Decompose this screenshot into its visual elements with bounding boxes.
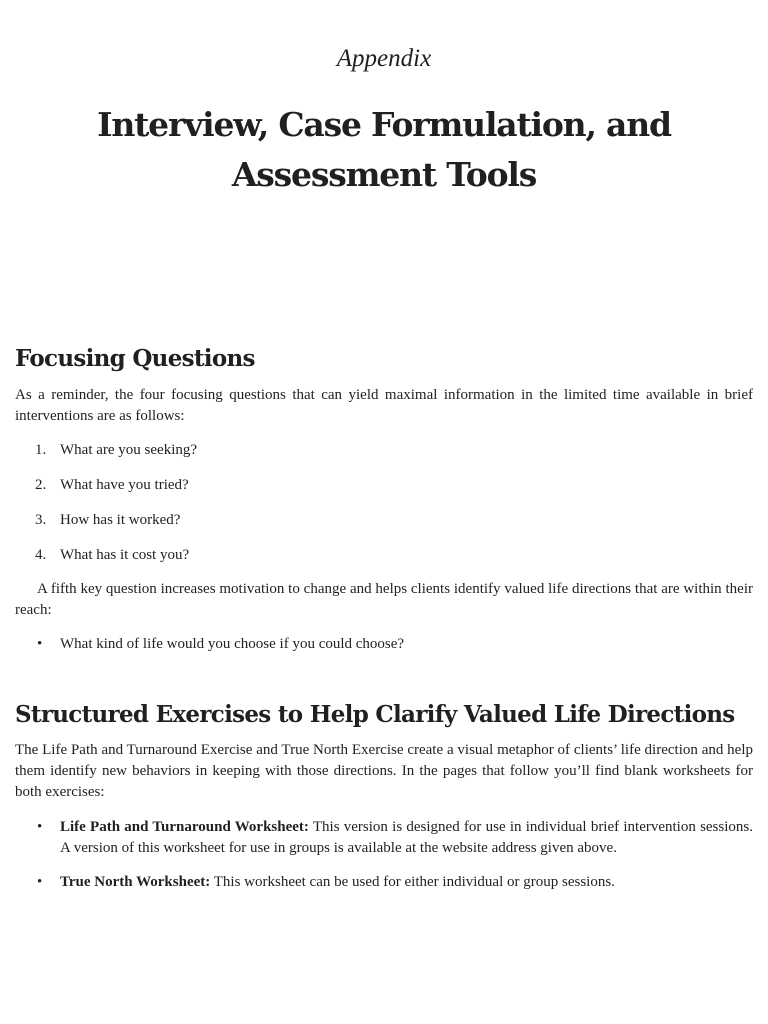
list-number: 4. — [35, 547, 47, 563]
structured-exercises-section — [15, 700, 753, 906]
list-item-text: What has it cost you? — [60, 547, 190, 563]
fifth-question-intro-paragraph: A fifth key question increases motivation to change and helps clients identify valued life directions that are within their reach: — [15, 581, 753, 618]
worksheet-description: This version is designed for use in individual brief intervention sessions. A version of this worksheet for use in groups is available at the website address given above. — [60, 819, 753, 856]
list-item — [15, 872, 753, 893]
list-item — [15, 817, 753, 859]
list-item — [15, 440, 753, 461]
page-title-line-2: Assessment Tools — [231, 155, 537, 194]
worksheet-title: True North Worksheet: — [60, 874, 211, 890]
list-item — [15, 510, 753, 531]
page-title — [0, 100, 768, 200]
bullet-icon: • — [37, 874, 43, 890]
focusing-intro-paragraph: As a reminder, the four focusing questions that can yield maximal information in the limited time available in brief interventions are as follows: — [15, 387, 753, 424]
worksheet-description: This worksheet can be used for either individual or group sessions. — [210, 874, 615, 890]
structured-intro-paragraph: The Life Path and Turnaround Exercise and True North Exercise create a visual metaphor of clients’ life direction and help them identify new behaviors in keeping with those directions. In the pages that follow you’ll find blank worksheets for both exercises: — [15, 742, 753, 800]
worksheet-title: Life Path and Turnaround Worksheet: — [60, 819, 309, 835]
focusing-questions-heading: Focusing Questions — [15, 345, 255, 372]
list-item — [15, 634, 753, 655]
focusing-questions-section — [15, 344, 753, 655]
structured-exercises-heading: Structured Exercises to Help Clarify Valued Life Directions — [15, 701, 735, 728]
list-item — [15, 475, 753, 496]
list-number: 1. — [35, 442, 47, 458]
fifth-question-list — [15, 634, 753, 655]
list-item-text: How has it worked? — [60, 512, 181, 528]
bullet-icon: • — [37, 819, 43, 835]
worksheet-list — [15, 817, 753, 893]
list-number: 3. — [35, 512, 47, 528]
appendix-label: Appendix — [336, 45, 432, 72]
list-item-text: What are you seeking? — [60, 442, 198, 458]
page-title-line-1: Interview, Case Formulation, and — [97, 105, 671, 144]
list-number: 2. — [35, 477, 47, 493]
list-item-text: What have you tried? — [60, 477, 189, 493]
focusing-questions-list — [15, 440, 753, 566]
list-item-text: What kind of life would you choose if you could choose? — [60, 636, 405, 652]
list-item — [15, 545, 753, 566]
bullet-icon: • — [37, 636, 43, 652]
